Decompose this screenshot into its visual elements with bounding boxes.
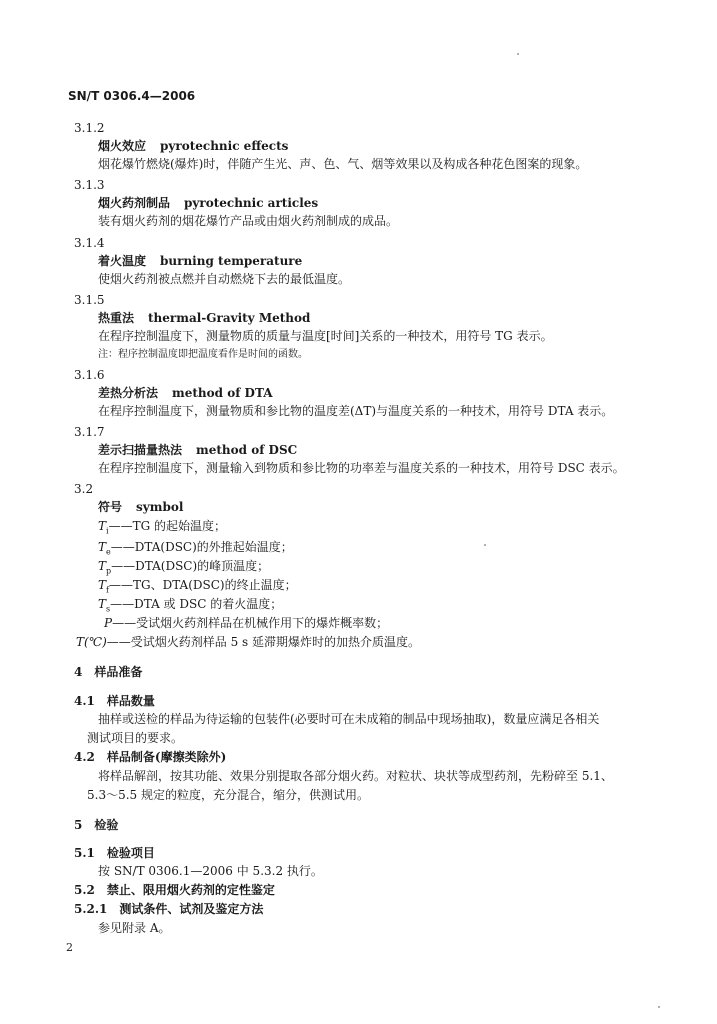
term-en: symbol (136, 500, 184, 514)
paragraph-4-1-line1: 抽样或送检的样品为待运输的包装件(必要时可在未成箱的制品中现场抽取)，数量应满足各相关 (98, 712, 600, 726)
term-cn: 着火温度 (98, 254, 147, 268)
symbol-row: P——受试烟火药剂样品在机械作用下的爆炸概率数； (104, 616, 389, 630)
term-en: burning temperature (160, 254, 303, 268)
standard-header: SN/T 0306.4—2006 (68, 89, 196, 103)
paragraph-4-2-line2: 5.3～5.5 规定的粒度，充分混合，缩分，供测试用。 (87, 788, 369, 802)
section-4-2-heading: 4.2 样品制备(摩擦类除外) (74, 750, 227, 764)
term-en: method of DTA (172, 386, 273, 400)
section-4-1-heading: 4.1 样品数量 (74, 694, 155, 708)
page-number: 2 (66, 941, 73, 954)
paragraph-5-2-1: 参见附录 A。 (98, 921, 171, 935)
section-number-3-1-3: 3.1.3 (74, 178, 105, 192)
term-en: pyrotechnic effects (160, 139, 289, 153)
term-cn: 符号 (98, 500, 123, 514)
term-3-1-6 (98, 385, 273, 401)
term-en: method of DSC (196, 443, 298, 457)
section-number-3-1-4: 3.1.4 (74, 236, 105, 250)
definition-3-1-4: 使烟火药剂被点燃并自动燃烧下去的最低温度。 (98, 272, 351, 286)
section-5-2-heading: 5.2 禁止、限用烟火药剂的定性鉴定 (74, 883, 275, 897)
symbol-row: $T_i——TG$ 的起始温度； (98, 519, 226, 536)
term-cn: 热重法 (98, 311, 135, 325)
definition-3-1-6: 在程序控制温度下，测量物质和参比物的温度差(ΔT)与温度关系的一种技术，用符号 DTA 表示。 (98, 404, 614, 418)
paragraph-5-1: 按 SN/T 0306.1—2006 中 5.3.2 执行。 (98, 864, 323, 878)
paragraph-4-1-line2: 测试项目的要求。 (87, 731, 184, 745)
definition-3-1-2: 烟花爆竹燃烧(爆炸)时，伴随产生光、声、色、气、烟等效果以及构成各种花色图案的现象。 (98, 157, 588, 171)
symbol-row: $T_s——DTA$ 或 DSC 的着火温度； (98, 597, 283, 614)
term-cn: 差热分析法 (98, 386, 159, 400)
symbol-row: $T_p——DTA(DSC)$的峰顶温度； (98, 559, 270, 576)
note-3-1-5: 注：程序控制温度即把温度看作是时间的函数。 (98, 349, 308, 360)
definition-3-1-5: 在程序控制温度下，测量物质的质量与温度[时间]关系的一种技术，用符号 TG 表示。 (98, 329, 553, 343)
section-5-1-heading: 5.1 检验项目 (74, 846, 155, 860)
symbol-row: T(℃)——受试烟火药剂样品 5 s 延滞期爆炸时的加热介质温度。 (76, 635, 421, 649)
term-3-1-3 (98, 195, 318, 211)
term-3-1-5 (98, 310, 310, 326)
term-3-1-7 (98, 442, 297, 458)
section-number-3-2: 3.2 (74, 482, 94, 496)
term-cn: 烟火药剂制品 (98, 196, 171, 210)
definition-3-1-3: 装有烟火药剂的烟花爆竹产品或由烟火药剂制成的成品。 (98, 214, 399, 228)
scan-speck (484, 544, 486, 546)
chapter-5-title: 5 检验 (74, 818, 119, 832)
scan-speck (658, 1006, 660, 1008)
section-number-3-1-5: 3.1.5 (74, 293, 105, 307)
chapter-4-title: 4 样品准备 (74, 665, 143, 679)
section-number-3-1-6: 3.1.6 (74, 368, 105, 382)
scan-speck (517, 53, 519, 55)
section-5-2-1-heading: 5.2.1 测试条件、试剂及鉴定方法 (74, 902, 264, 916)
term-en: pyrotechnic articles (184, 196, 319, 210)
definition-3-1-7: 在程序控制温度下，测量输入到物质和参比物的功率差与温度关系的一种技术，用符号 DSC 表示。 (98, 461, 625, 475)
term-en: thermal-Gravity Method (148, 311, 311, 325)
term-3-1-2 (98, 138, 288, 154)
term-3-2 (98, 499, 183, 515)
paragraph-4-2-line1: 将样品解剖，按其功能、效果分别提取各部分烟火药。对粒状、块状等成型药剂，先粉碎至 5.1、 (98, 769, 613, 783)
section-number-3-1-2: 3.1.2 (74, 121, 105, 135)
symbol-row: $T_e——DTA(DSC)$的外推起始温度； (98, 540, 293, 557)
symbol-row: $T_f——TG$、DTA(DSC)的终止温度； (98, 578, 297, 595)
term-3-1-4 (98, 253, 302, 269)
term-cn: 烟火效应 (98, 139, 147, 153)
section-number-3-1-7: 3.1.7 (74, 425, 105, 439)
term-cn: 差示扫描量热法 (98, 443, 183, 457)
